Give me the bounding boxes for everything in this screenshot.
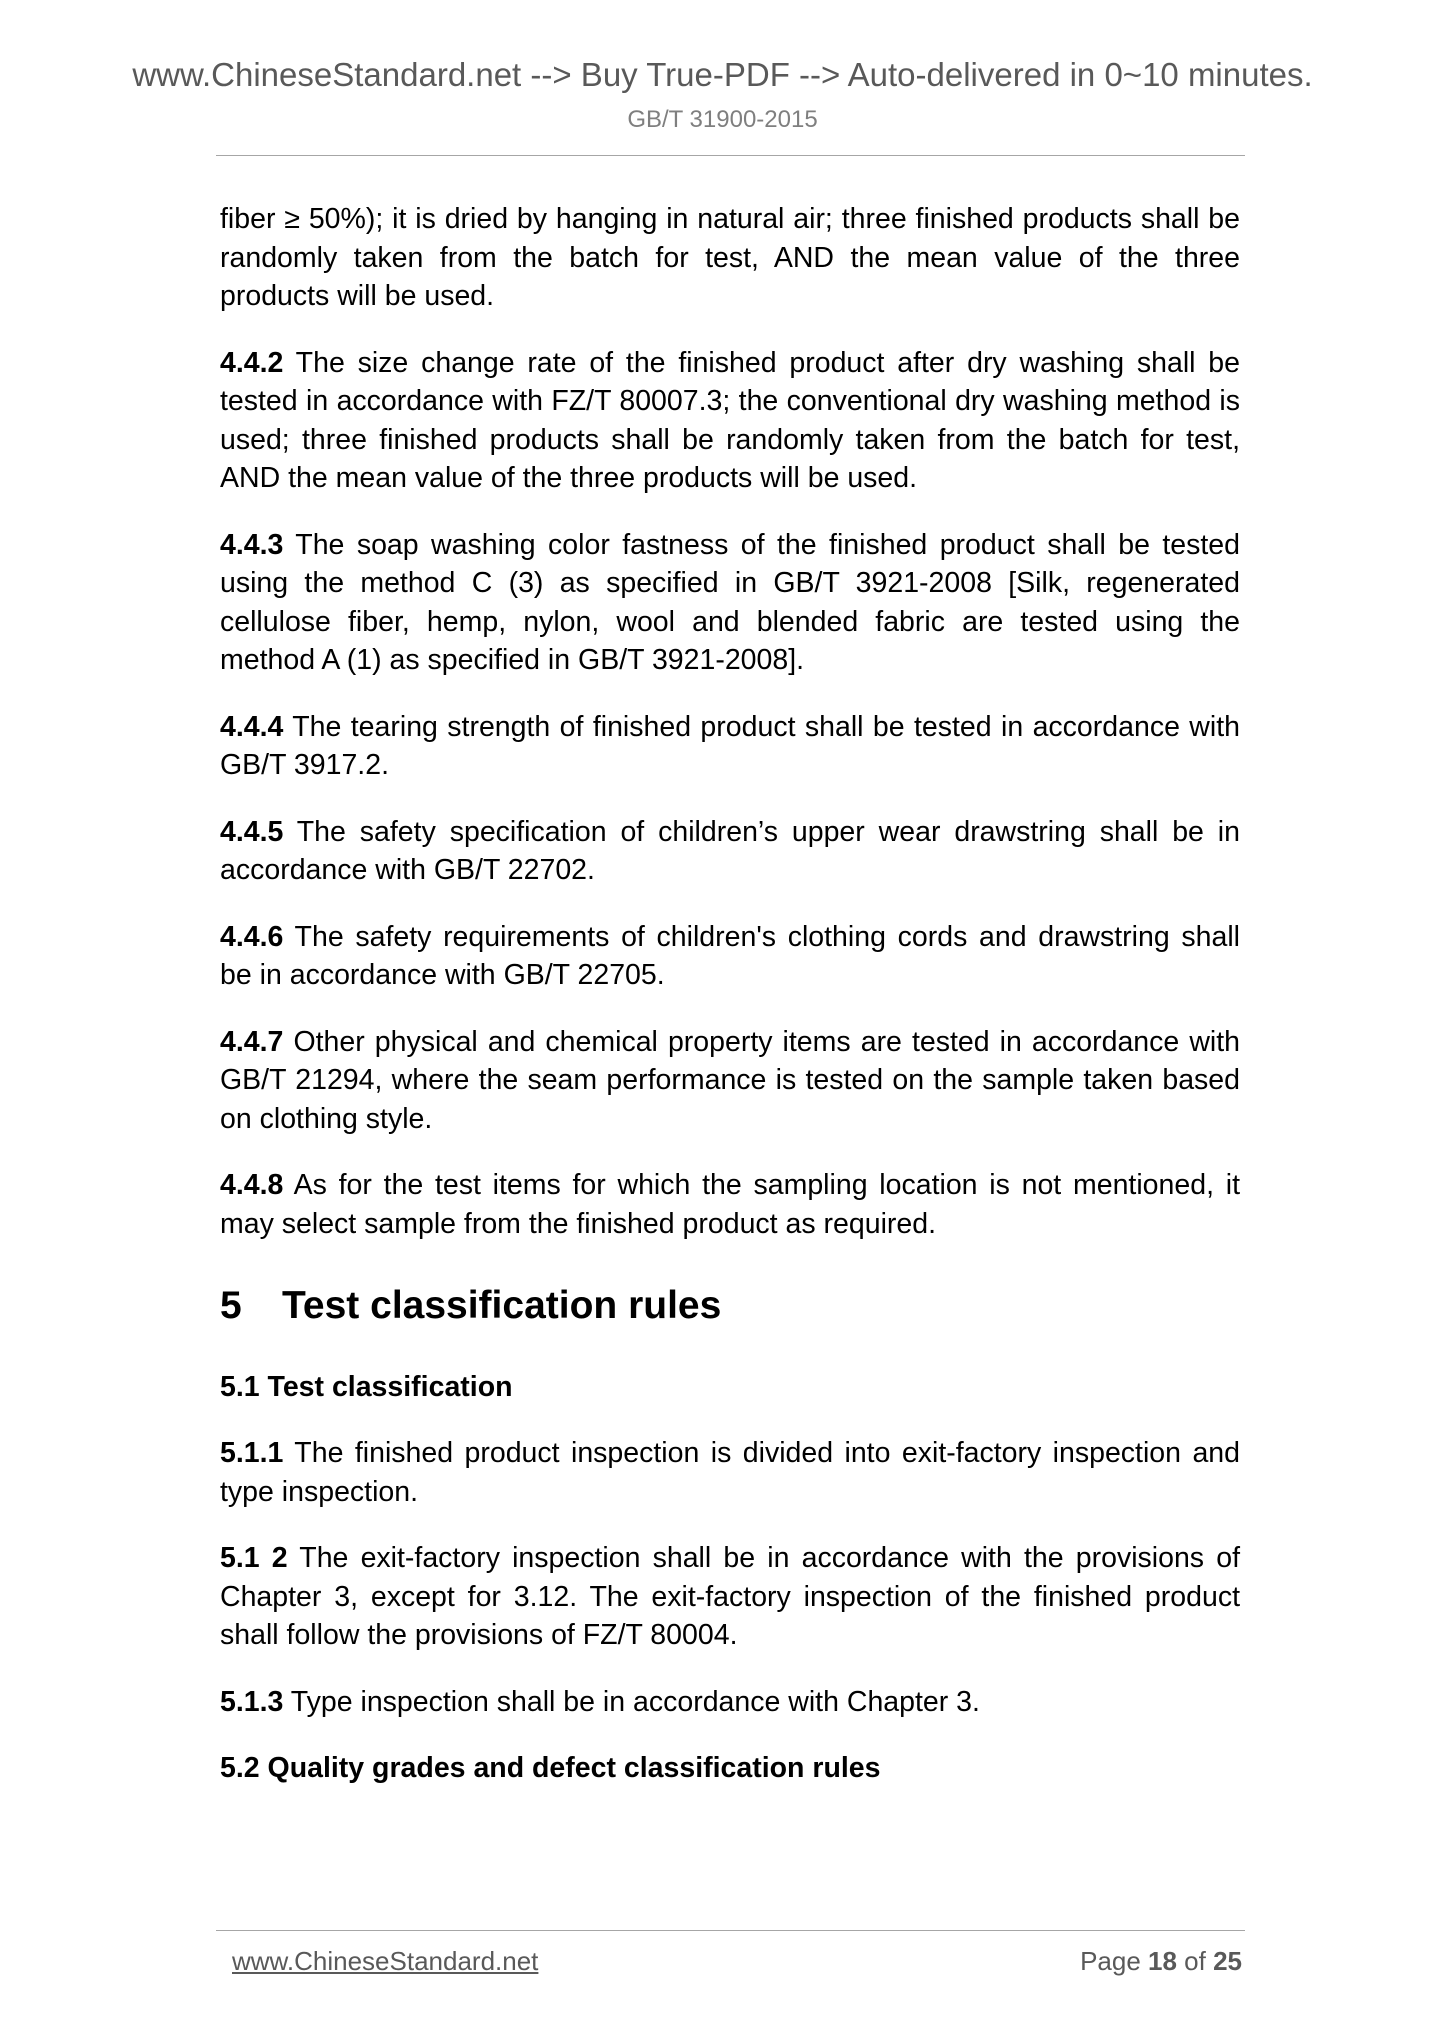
clause-text: The tearing strength of finished product shall be tested in accordance with GB/T 3917.2. [220,710,1240,781]
clause-number: 5.1.1 [220,1437,284,1470]
document-id: GB/T 31900-2015 [627,106,818,133]
clause-text: The exit-factory inspection shall be in accordance with the provisions of Chapter 3, except for 3.12. The exit-factory inspection of the finished product shall follow the provisions of FZ/T 80004. [220,1542,1240,1652]
clause-5-1-1 [220,1434,1240,1511]
clause-4-4-8 [220,1166,1240,1243]
clause-text: Type inspection shall be in accordance with Chapter 3. [283,1685,980,1718]
header-banner: www.ChineseStandard.net --> Buy True-PDF --> Auto-delivered in 0~10 minutes. [132,56,1313,93]
clause-number: 4.4.3 [220,528,284,561]
clause-text: The finished product inspection is divided into exit-factory inspection and type inspection. [220,1437,1240,1508]
clause-text: The size change rate of the finished product after dry washing shall be tested in accordance with FZ/T 80007.3; the conventional dry washing method is used; three finished products shall be randomly taken from the batch for test, AND the mean value of the three products will be used. [220,346,1240,494]
footer-website-link[interactable]: www.ChineseStandard.net [232,1946,539,1976]
total-pages: 25 [1213,1946,1242,1976]
of-word: of [1176,1946,1214,1976]
clause-text: The safety specification of children’s upper wear drawstring shall be in accordance with GB/T 22702. [220,815,1240,886]
clause-4-4-2 [220,344,1240,498]
clause-number: 5.1.3 [220,1685,284,1718]
clause-text: As for the test items for which the sampling location is not mentioned, it may select sample from the finished product as required. [220,1169,1240,1240]
chapter-title: Test classification rules [282,1284,722,1327]
clause-5-1-3 [220,1683,1240,1722]
clause-4-4-7 [220,1023,1240,1139]
clause-number: 4.4.6 [220,920,284,953]
footer-divider [216,1930,1245,1931]
paragraph-continued: fiber ≥ 50%); it is dried by hanging in natural air; three finished products shall be randomly taken from the batch for test, AND the mean value of the three products will be used. [220,203,1240,312]
clause-number: 4.4.2 [220,346,284,379]
clause-4-4-5 [220,813,1240,890]
clause-5-1-2 [220,1539,1240,1655]
clause-4-4-6 [220,918,1240,995]
clause-number: 5.1 2 [220,1542,288,1575]
clause-text: Other physical and chemical property items are tested in accordance with GB/T 21294, where the seam performance is tested on the sample taken based on clothing style. [220,1025,1240,1135]
chapter-number: 5 [220,1284,242,1327]
clause-text: The safety requirements of children's clothing cords and drawstring shall be in accordance with GB/T 22705. [220,920,1240,991]
chapter-heading [220,1283,1240,1330]
page-word: Page [1080,1946,1149,1976]
clause-4-4-4 [220,708,1240,785]
clause-number: 4.4.8 [220,1169,284,1201]
header-divider [216,155,1245,156]
section-heading-5-2: 5.2 Quality grades and defect classification rules [220,1752,881,1785]
clause-text: The soap washing color fastness of the finished product shall be tested using the method C (3) as specified in GB/T 3921-2008 [Silk, regenerated cellulose fiber, hemp, nylon, wool and blended fabric are tested using the method A (1) as specified in GB/T 3921-2008]. [220,528,1240,676]
page-body [220,200,1240,1816]
clause-number: 4.4.5 [220,815,284,848]
current-page-number: 18 [1148,1946,1177,1976]
clause-4-4-3 [220,526,1240,680]
section-heading-5-1: 5.1 Test classification [220,1370,513,1403]
clause-number: 4.4.7 [220,1025,284,1058]
page-counter [1080,1948,1242,1974]
clause-number: 4.4.4 [220,710,284,743]
